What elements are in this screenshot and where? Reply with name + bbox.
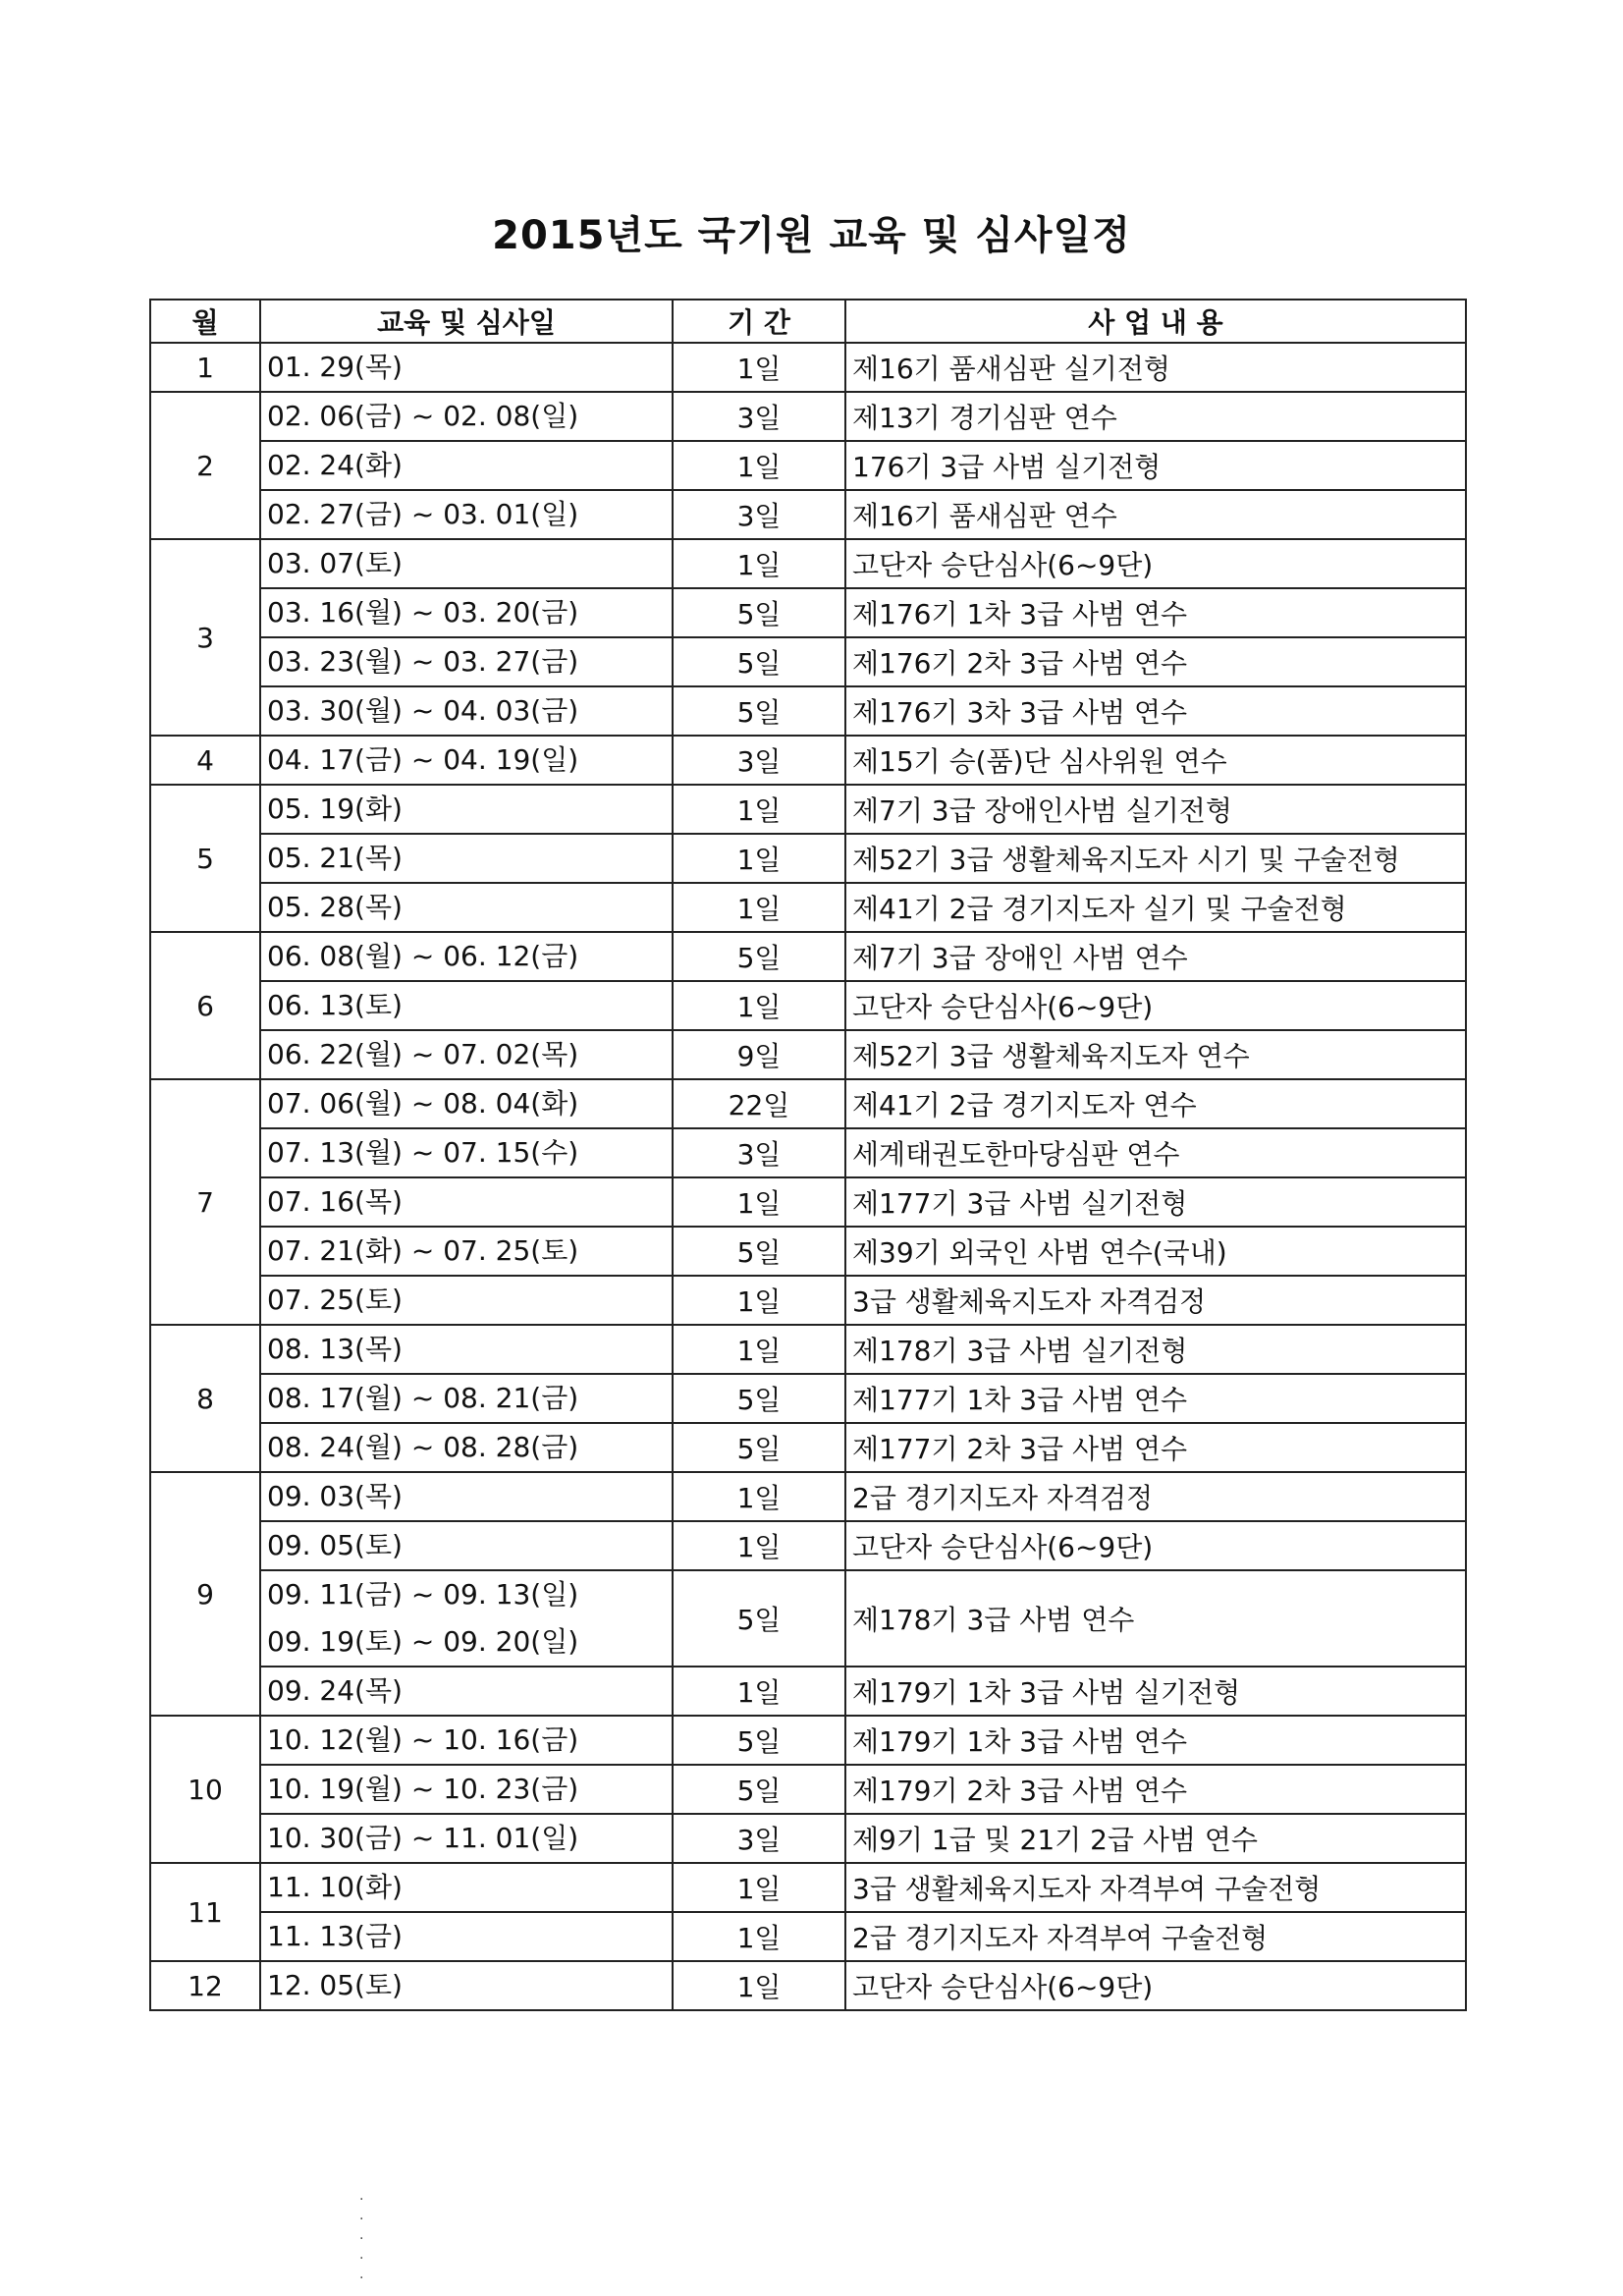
content-cell: 2급 경기지도자 자격부여 구술전형 bbox=[845, 1912, 1466, 1961]
date-line: 07. 25(토) bbox=[267, 1284, 403, 1316]
content-cell: 제177기 3급 사범 실기전형 bbox=[845, 1177, 1466, 1227]
duration-cell: 5일 bbox=[673, 1374, 845, 1423]
table-row bbox=[150, 1716, 1466, 1765]
header-row bbox=[150, 300, 1466, 343]
content-cell: 제41기 2급 경기지도자 실기 및 구술전형 bbox=[845, 883, 1466, 932]
content-cell: 제9기 1급 및 21기 2급 사범 연수 bbox=[845, 1814, 1466, 1863]
duration-cell: 5일 bbox=[673, 686, 845, 736]
date-cell bbox=[260, 1423, 673, 1472]
content-cell: 3급 생활체육지도자 자격검정 bbox=[845, 1276, 1466, 1325]
date-cell bbox=[260, 1863, 673, 1912]
date-line: 09. 19(토) ~ 09. 20(일) bbox=[267, 1625, 579, 1658]
month-cell: 12 bbox=[150, 1961, 260, 2010]
duration-cell: 5일 bbox=[673, 1423, 845, 1472]
duration-cell: 3일 bbox=[673, 392, 845, 441]
table-row bbox=[150, 392, 1466, 441]
duration-cell: 1일 bbox=[673, 1863, 845, 1912]
date-cell bbox=[260, 686, 673, 736]
date-line: 10. 30(금) ~ 11. 01(일) bbox=[267, 1822, 579, 1854]
date-cell bbox=[260, 932, 673, 981]
date-line: 06. 13(토) bbox=[267, 989, 403, 1021]
date-line: 06. 22(월) ~ 07. 02(목) bbox=[267, 1038, 579, 1070]
duration-cell: 5일 bbox=[673, 1227, 845, 1276]
date-line: 11. 10(화) bbox=[267, 1871, 403, 1903]
content-cell: 제179기 1차 3급 사범 연수 bbox=[845, 1716, 1466, 1765]
date-cell bbox=[260, 1912, 673, 1961]
content-cell: 제177기 1차 3급 사범 연수 bbox=[845, 1374, 1466, 1423]
month-cell: 4 bbox=[150, 736, 260, 785]
table-row bbox=[150, 1177, 1466, 1227]
duration-cell: 1일 bbox=[673, 1325, 845, 1374]
table-row bbox=[150, 785, 1466, 834]
date-line: 03. 16(월) ~ 03. 20(금) bbox=[267, 596, 579, 629]
table-row bbox=[150, 539, 1466, 588]
month-cell: 1 bbox=[150, 343, 260, 392]
table-row bbox=[150, 637, 1466, 686]
duration-cell: 1일 bbox=[673, 1667, 845, 1716]
content-cell: 176기 3급 사범 실기전형 bbox=[845, 441, 1466, 490]
month-cell: 8 bbox=[150, 1325, 260, 1472]
page-title: 2015년도 국기원 교육 및 심사일정 bbox=[492, 213, 1131, 258]
date-line: 09. 24(목) bbox=[267, 1674, 403, 1707]
date-cell bbox=[260, 1472, 673, 1521]
duration-cell: 1일 bbox=[673, 1521, 845, 1570]
date-line: 09. 05(토) bbox=[267, 1529, 403, 1561]
table-row bbox=[150, 1814, 1466, 1863]
duration-cell: 3일 bbox=[673, 1128, 845, 1177]
duration-cell: 5일 bbox=[673, 588, 845, 637]
table-row bbox=[150, 834, 1466, 883]
date-line: 07. 13(월) ~ 07. 15(수) bbox=[267, 1136, 579, 1169]
month-cell: 7 bbox=[150, 1079, 260, 1325]
duration-cell: 1일 bbox=[673, 981, 845, 1030]
table-row bbox=[150, 883, 1466, 932]
date-cell bbox=[260, 1765, 673, 1814]
date-cell bbox=[260, 490, 673, 539]
duration-cell: 22일 bbox=[673, 1079, 845, 1128]
content-cell: 제176기 3차 3급 사범 연수 bbox=[845, 686, 1466, 736]
date-line: 12. 05(토) bbox=[267, 1969, 403, 2001]
month-cell: 11 bbox=[150, 1863, 260, 1961]
duration-cell: 1일 bbox=[673, 1912, 845, 1961]
table-row bbox=[150, 1765, 1466, 1814]
date-cell bbox=[260, 1521, 673, 1570]
duration-cell: 1일 bbox=[673, 1276, 845, 1325]
table-row bbox=[150, 1521, 1466, 1570]
date-line: 07. 06(월) ~ 08. 04(화) bbox=[267, 1087, 579, 1120]
duration-cell: 5일 bbox=[673, 637, 845, 686]
table-row bbox=[150, 588, 1466, 637]
table-row bbox=[150, 736, 1466, 785]
table-row bbox=[150, 1863, 1466, 1912]
content-cell: 3급 생활체육지도자 자격부여 구술전형 bbox=[845, 1863, 1466, 1912]
date-cell bbox=[260, 1079, 673, 1128]
duration-cell: 1일 bbox=[673, 1472, 845, 1521]
date-cell bbox=[260, 1276, 673, 1325]
date-line: 03. 23(월) ~ 03. 27(금) bbox=[267, 645, 579, 678]
date-line: 08. 13(목) bbox=[267, 1333, 403, 1365]
duration-cell: 1일 bbox=[673, 1961, 845, 2010]
date-cell bbox=[260, 1814, 673, 1863]
date-cell bbox=[260, 785, 673, 834]
duration-cell: 1일 bbox=[673, 785, 845, 834]
content-cell: 제16기 품새심판 실기전형 bbox=[845, 343, 1466, 392]
duration-cell: 3일 bbox=[673, 490, 845, 539]
date-line: 06. 08(월) ~ 06. 12(금) bbox=[267, 940, 579, 972]
table-row bbox=[150, 1030, 1466, 1079]
date-cell bbox=[260, 588, 673, 637]
content-cell: 고단자 승단심사(6~9단) bbox=[845, 539, 1466, 588]
content-cell: 고단자 승단심사(6~9단) bbox=[845, 981, 1466, 1030]
table-row bbox=[150, 1227, 1466, 1276]
date-line: 10. 19(월) ~ 10. 23(금) bbox=[267, 1773, 579, 1805]
content-cell: 제177기 2차 3급 사범 연수 bbox=[845, 1423, 1466, 1472]
duration-cell: 5일 bbox=[673, 1765, 845, 1814]
date-line: 08. 24(월) ~ 08. 28(금) bbox=[267, 1431, 579, 1463]
duration-cell: 1일 bbox=[673, 883, 845, 932]
duration-cell: 1일 bbox=[673, 441, 845, 490]
content-cell: 제13기 경기심판 연수 bbox=[845, 392, 1466, 441]
content-cell: 2급 경기지도자 자격검정 bbox=[845, 1472, 1466, 1521]
date-cell bbox=[260, 736, 673, 785]
schedule-body bbox=[150, 343, 1466, 2010]
date-cell bbox=[260, 1667, 673, 1716]
content-cell: 제41기 2급 경기지도자 연수 bbox=[845, 1079, 1466, 1128]
date-cell bbox=[260, 637, 673, 686]
header-duration: 기 간 bbox=[673, 300, 845, 343]
date-cell bbox=[260, 392, 673, 441]
date-cell bbox=[260, 1961, 673, 2010]
content-cell: 제16기 품새심판 연수 bbox=[845, 490, 1466, 539]
content-cell: 제179기 1차 3급 사범 실기전형 bbox=[845, 1667, 1466, 1716]
date-cell bbox=[260, 1128, 673, 1177]
date-line: 07. 16(목) bbox=[267, 1185, 403, 1218]
date-cell bbox=[260, 981, 673, 1030]
date-line: 09. 11(금) ~ 09. 13(일) bbox=[267, 1578, 579, 1611]
date-line: 01. 29(목) bbox=[267, 351, 403, 383]
table-row bbox=[150, 1374, 1466, 1423]
table-row bbox=[150, 1667, 1466, 1716]
date-cell bbox=[260, 1374, 673, 1423]
duration-cell: 9일 bbox=[673, 1030, 845, 1079]
month-cell: 5 bbox=[150, 785, 260, 932]
month-cell: 10 bbox=[150, 1716, 260, 1863]
content-cell: 제178기 3급 사범 연수 bbox=[845, 1570, 1466, 1667]
date-line: 05. 28(목) bbox=[267, 891, 403, 923]
table-row bbox=[150, 932, 1466, 981]
date-cell bbox=[260, 1177, 673, 1227]
duration-cell: 3일 bbox=[673, 1814, 845, 1863]
table-row bbox=[150, 490, 1466, 539]
content-cell: 제179기 2차 3급 사범 연수 bbox=[845, 1765, 1466, 1814]
duration-cell: 5일 bbox=[673, 932, 845, 981]
table-row bbox=[150, 343, 1466, 392]
content-cell: 제7기 3급 장애인 사범 연수 bbox=[845, 932, 1466, 981]
month-cell: 6 bbox=[150, 932, 260, 1079]
date-line: 09. 03(목) bbox=[267, 1480, 403, 1512]
date-cell bbox=[260, 539, 673, 588]
table-row bbox=[150, 1276, 1466, 1325]
date-line: 03. 07(토) bbox=[267, 547, 403, 579]
date-line: 10. 12(월) ~ 10. 16(금) bbox=[267, 1723, 579, 1756]
duration-cell: 1일 bbox=[673, 1177, 845, 1227]
content-cell: 고단자 승단심사(6~9단) bbox=[845, 1521, 1466, 1570]
content-cell: 제52기 3급 생활체육지도자 연수 bbox=[845, 1030, 1466, 1079]
date-line: 11. 13(금) bbox=[267, 1920, 403, 1952]
duration-cell: 1일 bbox=[673, 834, 845, 883]
duration-cell: 3일 bbox=[673, 736, 845, 785]
duration-cell: 5일 bbox=[673, 1570, 845, 1667]
content-cell: 제7기 3급 장애인사범 실기전형 bbox=[845, 785, 1466, 834]
header-month: 월 bbox=[150, 300, 260, 343]
date-cell bbox=[260, 343, 673, 392]
content-cell: 제52기 3급 생활체육지도자 시기 및 구술전형 bbox=[845, 834, 1466, 883]
content-cell: 제39기 외국인 사범 연수(국내) bbox=[845, 1227, 1466, 1276]
month-cell: 9 bbox=[150, 1472, 260, 1716]
date-cell bbox=[260, 834, 673, 883]
month-cell: 3 bbox=[150, 539, 260, 736]
content-cell: 제176기 2차 3급 사범 연수 bbox=[845, 637, 1466, 686]
date-cell bbox=[260, 1030, 673, 1079]
table-row bbox=[150, 1912, 1466, 1961]
date-cell bbox=[260, 1716, 673, 1765]
date-line: 07. 21(화) ~ 07. 25(토) bbox=[267, 1234, 579, 1267]
date-line: 02. 06(금) ~ 02. 08(일) bbox=[267, 400, 579, 432]
content-cell: 세계태권도한마당심판 연수 bbox=[845, 1128, 1466, 1177]
schedule-table bbox=[149, 299, 1467, 2011]
table-row bbox=[150, 1570, 1466, 1667]
table-row bbox=[150, 1325, 1466, 1374]
table-row bbox=[150, 1079, 1466, 1128]
table-row bbox=[150, 1128, 1466, 1177]
date-line: 02. 27(금) ~ 03. 01(일) bbox=[267, 498, 579, 530]
date-cell bbox=[260, 1227, 673, 1276]
header-content: 사 업 내 용 bbox=[845, 300, 1466, 343]
duration-cell: 1일 bbox=[673, 539, 845, 588]
month-cell: 2 bbox=[150, 392, 260, 539]
duration-cell: 1일 bbox=[673, 343, 845, 392]
date-line: 05. 19(화) bbox=[267, 793, 403, 825]
content-cell: 고단자 승단심사(6~9단) bbox=[845, 1961, 1466, 2010]
table-row bbox=[150, 1423, 1466, 1472]
date-cell bbox=[260, 441, 673, 490]
date-cell bbox=[260, 883, 673, 932]
duration-cell: 5일 bbox=[673, 1716, 845, 1765]
date-cell bbox=[260, 1325, 673, 1374]
header-date: 교육 및 심사일 bbox=[260, 300, 673, 343]
table-row bbox=[150, 441, 1466, 490]
date-line: 02. 24(화) bbox=[267, 449, 403, 481]
content-cell: 제15기 승(품)단 심사위원 연수 bbox=[845, 736, 1466, 785]
table-row bbox=[150, 1472, 1466, 1521]
date-line: 04. 17(금) ~ 04. 19(일) bbox=[267, 743, 579, 776]
date-line: 08. 17(월) ~ 08. 21(금) bbox=[267, 1382, 579, 1414]
table-row bbox=[150, 1961, 1466, 2010]
table-row bbox=[150, 686, 1466, 736]
date-line: 03. 30(월) ~ 04. 03(금) bbox=[267, 694, 579, 727]
table-row bbox=[150, 981, 1466, 1030]
content-cell: 제178기 3급 사범 실기전형 bbox=[845, 1325, 1466, 1374]
date-cell bbox=[260, 1570, 673, 1667]
content-cell: 제176기 1차 3급 사범 연수 bbox=[845, 588, 1466, 637]
scan-marks: · · · · · bbox=[359, 2192, 364, 2286]
date-line: 05. 21(목) bbox=[267, 842, 403, 874]
